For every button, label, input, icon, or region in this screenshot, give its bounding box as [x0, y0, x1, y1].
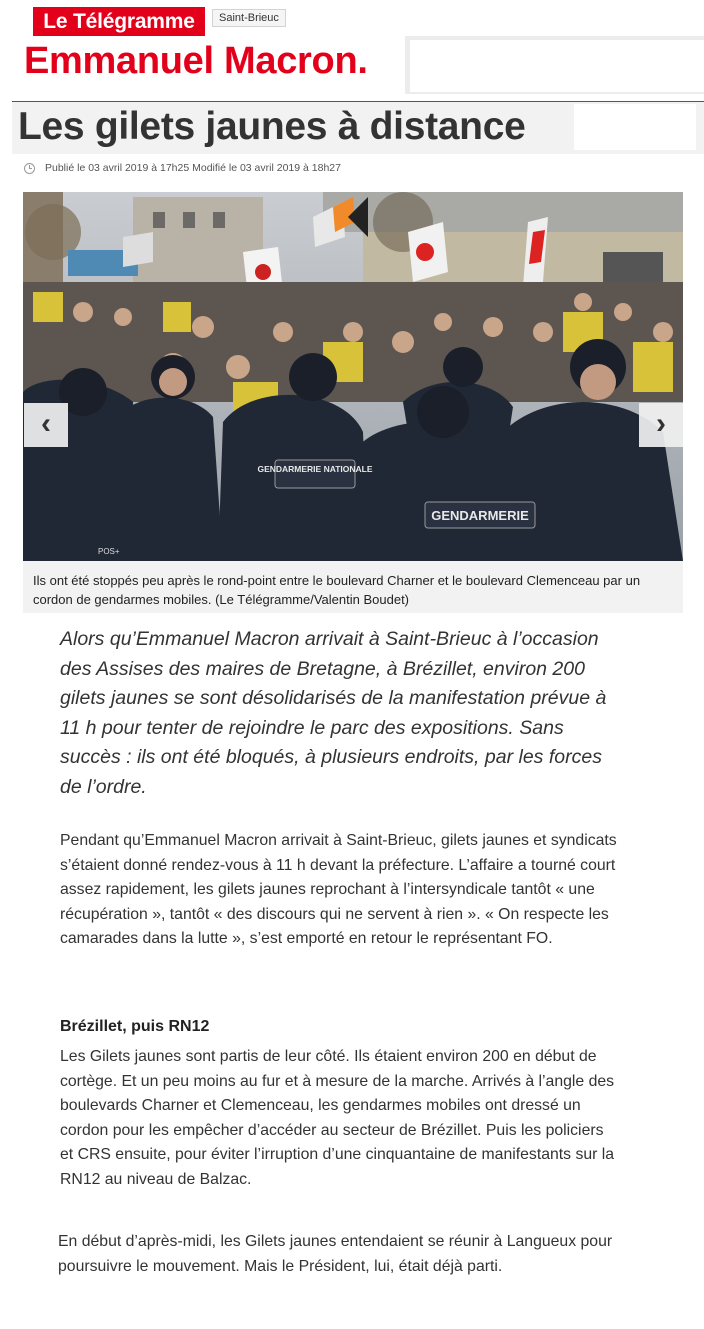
- publish-meta-text: Publié le 03 avril 2019 à 17h25 Modifié le 03 avril 2019 à 18h27: [45, 162, 341, 174]
- pos-label: POS+: [98, 547, 120, 556]
- publish-meta: [24, 160, 341, 176]
- article-paragraph-2: Les Gilets jaunes sont partis de leur côté. Ils étaient environ 200 en début de cortège. Et un peu moins au fur et à mesure de la marche. Arrivés à l’angle des boulevards Charner et Clemenceau, les gendarmes mobiles ont dressé un cordon pour les empêcher d’accéder au secteur de Brézillet. Puis les policiers et CRS ensuite, pour éviter l’irruption d’une cinquantaine de manifestants sur la RN12 au niveau de Balzac.: [60, 1048, 615, 1188]
- gendarmerie-badge: GENDARMERIE: [431, 508, 529, 523]
- gendarmerie-nationale-badge: GENDARMERIE NATIONALE: [257, 464, 373, 474]
- chevron-left-icon: ‹: [41, 407, 51, 440]
- protest-photo-illustration: [23, 192, 683, 561]
- brand-logo[interactable]: Le Télégramme: [33, 7, 205, 36]
- meta-blank-box: [368, 156, 552, 186]
- article-subheading: Brézillet, puis RN12: [60, 1018, 210, 1035]
- header-blank-box: [410, 40, 704, 92]
- article-kicker: Emmanuel Macron.: [24, 40, 368, 82]
- carousel-prev-button[interactable]: [24, 403, 68, 447]
- article-paragraph-1: Pendant qu’Emmanuel Macron arrivait à Saint-Brieuc, gilets jaunes et syndicats s’étaient donné rendez-vous à 11 h devant la préfecture. L’affaire a tourné court assez rapidement, les gilets jaunes reprochant à l’intersyndicale tantôt « une récupération », tantôt « des discours qui ne servent à rien ». « On respecte les camarades dans la lutte », s’est emporté en retour le représentant FO.: [60, 832, 617, 948]
- city-tag[interactable]: Saint-Brieuc: [212, 9, 286, 27]
- carousel-next-button[interactable]: [639, 403, 683, 447]
- article-lead: Alors qu’Emmanuel Macron arrivait à Saint-Brieuc à l’occasion des Assises des maires de Bretagne, à Brézillet, environ 200 gilets jaunes se sont désolidarisés de la manifestation prévue à 11 h pour tenter de rejoindre le parc des expositions. Sans succès : ils ont été bloqués, à plusieurs endroits, par les forces de l’ordre.: [60, 628, 607, 798]
- article-photo: [23, 192, 683, 561]
- chevron-right-icon: ›: [656, 407, 666, 440]
- clock-icon: [24, 163, 35, 174]
- article-paragraph-3: En début d’après-midi, les Gilets jaunes entendaient se réunir à Langueux pour poursuivre le mouvement. Mais le Président, lui, était déjà parti.: [58, 1233, 613, 1275]
- photo-caption: Ils ont été stoppés peu après le rond-point entre le boulevard Charner et le boulevard Clemenceau par un cordon de gendarmes mobiles. (Le Télégramme/Valentin Boudet): [23, 561, 683, 613]
- title-blank-box: [574, 104, 696, 150]
- page-title: Les gilets jaunes à distance: [18, 105, 526, 148]
